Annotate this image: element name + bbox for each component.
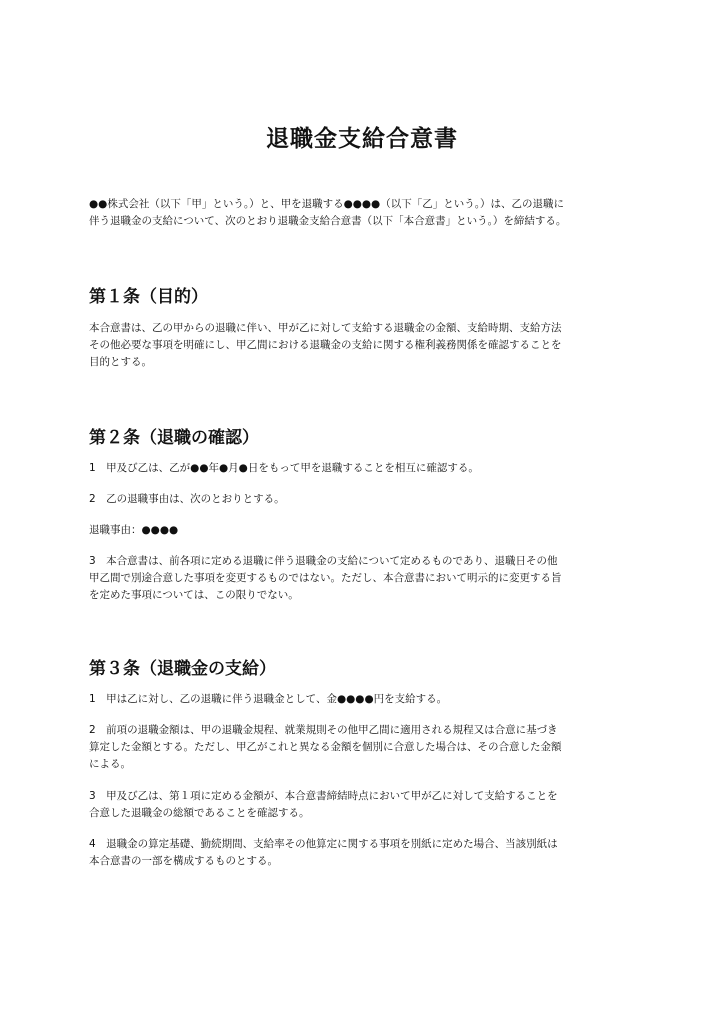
article-2-paragraph-2: [89, 491, 649, 508]
paragraph-line: 4 退職金の算定基礎、勤続期間、支給率その他算定に関する事項を別紙に定めた場合、当該別紙は: [89, 838, 558, 850]
paragraph-line: 算定した金額とする。ただし、甲乙がこれと異なる金額を個別に合意した場合は、その合意した金額: [89, 741, 562, 753]
paragraph-line: 3 甲及び乙は、第１項に定める金額が、本合意書締結時点において甲が乙に対して支給することを: [89, 790, 558, 802]
paragraph-line: 甲乙間で別途合意した事項を変更するものではない。ただし、本合意書において明示的に変更する旨: [89, 572, 562, 584]
paragraph-line: 1 甲及び乙は、乙が●●年●月●日をもって甲を退職することを相互に確認する。: [89, 462, 479, 474]
article-3-paragraph-3: [89, 788, 649, 822]
paragraph-line: 本合意書の一部を構成するものとする。: [89, 855, 278, 867]
paragraph-line: 1 甲は乙に対し、乙の退職に伴う退職金として、金●●●●円を支給する。: [89, 693, 448, 705]
paragraph-line: 2 前項の退職金額は、甲の退職金規程、就業規則その他甲乙間に適用される規程又は合意に基づき: [89, 724, 558, 736]
paragraph-line: を定めた事項については、この限りでない。: [89, 589, 299, 601]
article-3-paragraph-1: [89, 691, 649, 708]
retirement-reason: [89, 522, 649, 539]
article-2-paragraph-3: [89, 553, 649, 604]
article-2-paragraph-1: [89, 460, 649, 477]
preamble-line: ●●株式会社（以下「甲」という。）と、甲を退職する●●●●（以下「乙」という。）は、乙の退職に: [89, 198, 564, 210]
preamble-paragraph: [89, 196, 649, 230]
article-1-paragraph: [89, 320, 649, 371]
preamble-line: 伴う退職金の支給について、次のとおり退職金支給合意書（以下「本合意書」という。）を締結する。: [89, 215, 567, 227]
article-3-paragraph-2: [89, 722, 649, 773]
paragraph-line: 本合意書は、乙の甲からの退職に伴い、甲が乙に対して支給する退職金の金額、支給時期、支給方法: [89, 322, 562, 334]
paragraph-line: 3 本合意書は、前各項に定める退職に伴う退職金の支給について定めるものであり、退職日その他: [89, 555, 558, 567]
article-3-heading: 第３条（退職金の支給）: [89, 659, 276, 679]
paragraph-line: 退職事由：●●●●: [89, 524, 179, 536]
article-1-heading: 第１条（目的）: [89, 287, 208, 307]
paragraph-line: 目的とする。: [89, 356, 152, 368]
paragraph-line: 2 乙の退職事由は、次のとおりとする。: [89, 493, 285, 505]
paragraph-line: による。: [89, 758, 131, 770]
paragraph-line: 合意した退職金の総額であることを確認する。: [89, 807, 310, 819]
document-title: 退職金支給合意書: [266, 126, 458, 152]
article-3-paragraph-4: [89, 836, 649, 870]
article-2-heading: 第２条（退職の確認）: [89, 428, 259, 448]
paragraph-line: その他必要な事項を明確にし、甲乙間における退職金の支給に関する権利義務関係を確認することを: [89, 339, 562, 351]
